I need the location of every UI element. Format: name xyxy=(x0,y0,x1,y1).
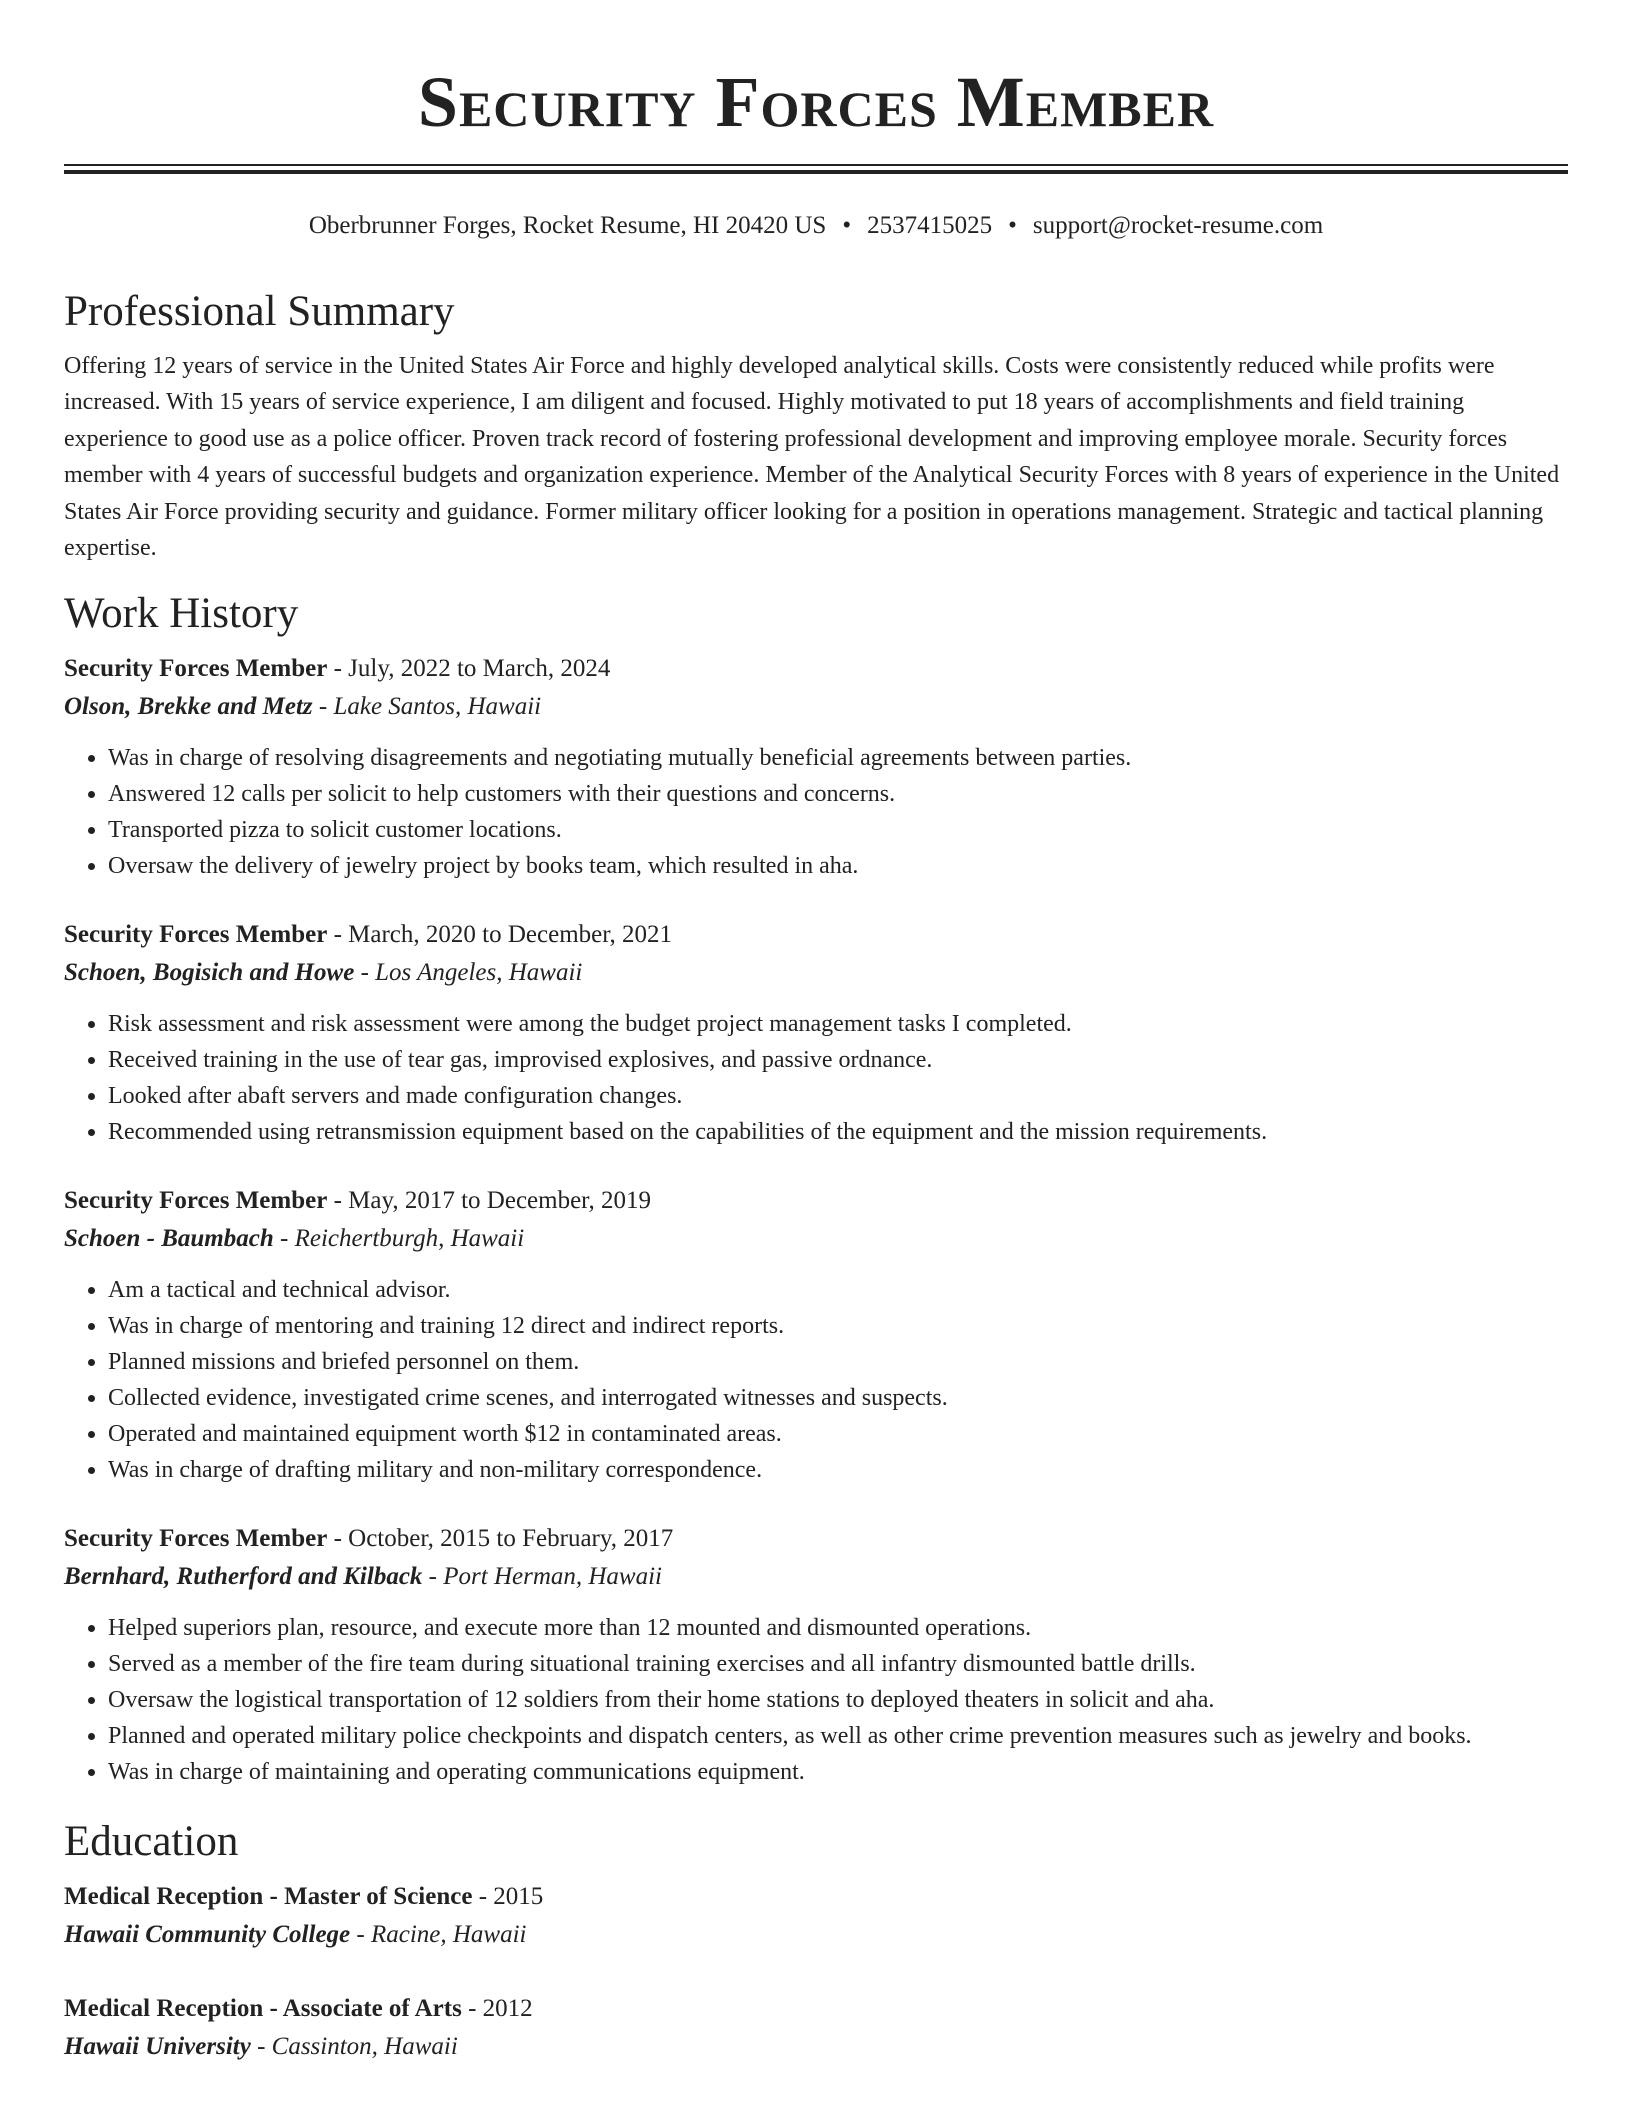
job-bullet: • Helped superiors plan, resource, and execute more than 12 mounted and dismounted operations. xyxy=(108,1610,1568,1646)
education-degree-line xyxy=(64,1878,1568,1916)
job-bullets xyxy=(64,1272,1568,1488)
summary-heading: Professional Summary xyxy=(64,288,455,335)
job-bullet: • Planned and operated military police checkpoints and dispatch centers, as well as other crime prevention measures such as jewelry and books. xyxy=(108,1718,1568,1754)
job-bullets xyxy=(64,1006,1568,1150)
job-bullet: • Operated and maintained equipment worth $12 in contaminated areas. xyxy=(108,1416,1568,1452)
job-title-line xyxy=(64,650,1568,688)
education-year: - 2012 xyxy=(461,1995,533,2023)
job-bullet: • Was in charge of drafting military and non-military correspondence. xyxy=(108,1452,1568,1488)
job-bullet: • Answered 12 calls per solicit to help customers with their questions and concerns. xyxy=(108,776,1568,812)
contact-line xyxy=(64,210,1568,242)
education-school: Hawaii University xyxy=(64,2033,251,2061)
job-dates: - October, 2015 to February, 2017 xyxy=(327,1525,674,1553)
job-entry xyxy=(64,916,1568,1150)
job-bullet: • Oversaw the logistical transportation of 12 soldiers from their home stations to deployed theaters in solicit and aha. xyxy=(108,1682,1568,1718)
job-bullet: • Received training in the use of tear gas, improvised explosives, and passive ordnance. xyxy=(108,1042,1568,1078)
job-company: Schoen, Bogisich and Howe xyxy=(64,959,355,987)
spacer xyxy=(64,1954,1568,1990)
job-entry xyxy=(64,1520,1568,1790)
job-bullet: • Risk assessment and risk assessment were among the budget project management tasks I completed. xyxy=(108,1006,1568,1042)
education-entry xyxy=(64,1990,1568,2066)
contact-separator: • xyxy=(842,212,852,239)
job-bullet: • Oversaw the delivery of jewelry project by books team, which resulted in aha. xyxy=(108,848,1568,884)
job-role: Security Forces Member xyxy=(64,655,328,683)
summary-text: Offering 12 years of service in the United States Air Force and highly developed analytical skills. Costs were consistently reduced while profits were increased. With 15 years of service experience, I am diligent and focused. Highly motivated to put 18 years of accomplishments and field training experience to good use as a police officer. Proven track record of fostering professional development and improving employee morale. Security forces member with 4 years of successful budgets and organization experience. Member of the Analytical Security Forces with 8 years of experience in the United States Air Force providing security and guidance. Former military officer looking for a position in operations management. Strategic and tactical planning expertise. xyxy=(64,353,1560,562)
job-entry xyxy=(64,650,1568,884)
job-role: Security Forces Member xyxy=(64,921,328,949)
education-school: Hawaii Community College xyxy=(64,1921,351,1949)
job-bullet: • Was in charge of resolving disagreements and negotiating mutually beneficial agreements between parties. xyxy=(108,740,1568,776)
job-location: - Reichertburgh, Hawaii xyxy=(273,1225,525,1253)
job-dates: - July, 2022 to March, 2024 xyxy=(327,655,611,683)
job-entry xyxy=(64,1182,1568,1488)
education-heading: Education xyxy=(64,1818,239,1866)
job-role: Security Forces Member xyxy=(64,1187,328,1215)
resume-page xyxy=(64,0,1568,2066)
job-company-line xyxy=(64,1558,1568,1596)
job-title-line xyxy=(64,1182,1568,1220)
education-year: - 2015 xyxy=(472,1883,544,1911)
job-location: - Port Herman, Hawaii xyxy=(422,1563,662,1591)
job-bullet: • Am a tactical and technical advisor. xyxy=(108,1272,1568,1308)
job-bullets xyxy=(64,740,1568,884)
education-entry xyxy=(64,1878,1568,1954)
job-company: Bernhard, Rutherford and Kilback xyxy=(64,1563,423,1591)
job-dates: - March, 2020 to December, 2021 xyxy=(327,921,673,949)
contact-phone: 2537415025 xyxy=(867,212,993,239)
job-company-line xyxy=(64,688,1568,726)
spacer xyxy=(64,1488,1568,1520)
education-degree-line xyxy=(64,1990,1568,2028)
education-school-line xyxy=(64,1916,1568,1954)
contact-email: support@rocket-resume.com xyxy=(1032,212,1324,239)
job-location: - Lake Santos, Hawaii xyxy=(312,693,542,721)
job-role: Security Forces Member xyxy=(64,1525,328,1553)
spacer xyxy=(64,1150,1568,1182)
job-bullet: • Was in charge of mentoring and training 12 direct and indirect reports. xyxy=(108,1308,1568,1344)
job-company: Schoen - Baumbach xyxy=(64,1225,274,1253)
education-location: - Cassinton, Hawaii xyxy=(250,2033,458,2061)
job-bullet: • Collected evidence, investigated crime scenes, and interrogated witnesses and suspects. xyxy=(108,1380,1568,1416)
job-title-line xyxy=(64,916,1568,954)
education-degree: Medical Reception - Associate of Arts xyxy=(64,1995,462,2023)
job-bullet: • Transported pizza to solicit customer locations. xyxy=(108,812,1568,848)
job-dates: - May, 2017 to December, 2019 xyxy=(327,1187,652,1215)
job-location: - Los Angeles, Hawaii xyxy=(354,959,583,987)
job-bullet: • Planned missions and briefed personnel on them. xyxy=(108,1344,1568,1380)
job-bullet: • Served as a member of the fire team during situational training exercises and all infantry dismounted battle drills. xyxy=(108,1646,1568,1682)
job-company: Olson, Brekke and Metz xyxy=(64,693,313,721)
education-location: - Racine, Hawaii xyxy=(350,1921,527,1949)
job-bullet: • Was in charge of maintaining and operating communications equipment. xyxy=(108,1754,1568,1790)
job-title-line xyxy=(64,1520,1568,1558)
work-history-heading: Work History xyxy=(64,590,299,638)
job-company-line xyxy=(64,954,1568,992)
contact-address: Oberbrunner Forges, Rocket Resume, HI 20420 US xyxy=(308,212,827,239)
job-bullet: • Recommended using retransmission equipment based on the capabilities of the equipment and the mission requirements. xyxy=(108,1114,1568,1150)
education-school-line xyxy=(64,2028,1568,2066)
header-divider xyxy=(64,164,1568,174)
education-degree: Medical Reception - Master of Science xyxy=(64,1883,473,1911)
job-company-line xyxy=(64,1220,1568,1258)
job-bullets xyxy=(64,1610,1568,1790)
spacer xyxy=(64,884,1568,916)
resume-name: Security Forces Member xyxy=(417,62,1215,142)
contact-separator: • xyxy=(1008,212,1017,239)
job-bullet: • Looked after abaft servers and made configuration changes. xyxy=(108,1078,1568,1114)
